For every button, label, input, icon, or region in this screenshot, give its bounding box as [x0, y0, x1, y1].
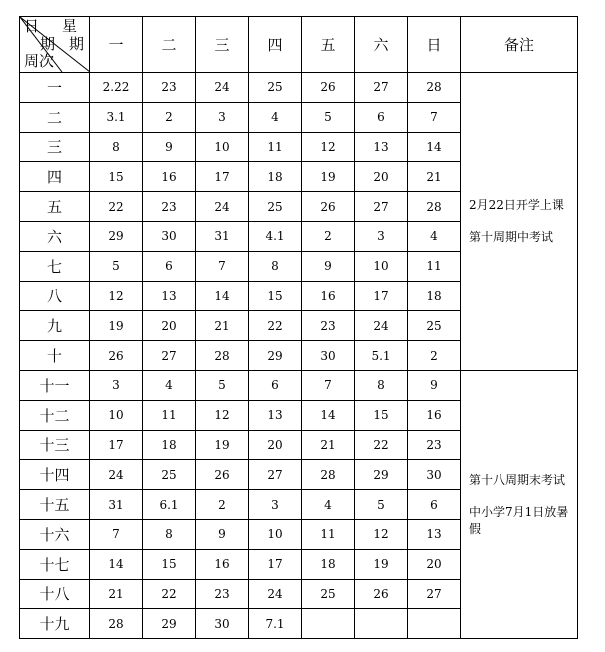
- date-cell: 26: [90, 341, 143, 371]
- date-cell: [355, 609, 408, 639]
- day-header-mon: 一: [90, 17, 143, 73]
- week-label: 六: [20, 221, 90, 251]
- date-cell: 17: [249, 549, 302, 579]
- date-cell: 8: [249, 251, 302, 281]
- date-cell: 17: [196, 162, 249, 192]
- date-cell: 25: [302, 579, 355, 609]
- date-cell: 22: [249, 311, 302, 341]
- corner-zhouci: 周次: [24, 52, 55, 70]
- date-cell: 2: [143, 102, 196, 132]
- week-label: 十四: [20, 460, 90, 490]
- date-cell: 2: [302, 221, 355, 251]
- date-cell: 29: [249, 341, 302, 371]
- day-header-wed: 三: [196, 17, 249, 73]
- week-label: 十九: [20, 609, 90, 639]
- date-cell: 16: [143, 162, 196, 192]
- date-cell: 22: [355, 430, 408, 460]
- date-cell: 20: [355, 162, 408, 192]
- date-cell: 4: [408, 221, 461, 251]
- week-label: 九: [20, 311, 90, 341]
- date-cell: 12: [196, 400, 249, 430]
- date-cell: 14: [408, 132, 461, 162]
- date-cell: 3: [196, 102, 249, 132]
- date-cell: 19: [355, 549, 408, 579]
- date-cell: 23: [408, 430, 461, 460]
- week-label: 十: [20, 341, 90, 371]
- date-cell: 20: [143, 311, 196, 341]
- date-cell: 25: [249, 192, 302, 222]
- date-cell: 5: [355, 490, 408, 520]
- header-row: [20, 17, 578, 73]
- date-cell: 25: [143, 460, 196, 490]
- date-cell: 3: [355, 221, 408, 251]
- date-cell: 21: [196, 311, 249, 341]
- date-cell: 24: [196, 73, 249, 103]
- date-cell: 10: [355, 251, 408, 281]
- date-cell: 5.1: [355, 341, 408, 371]
- date-cell: 9: [196, 519, 249, 549]
- date-cell: 19: [196, 430, 249, 460]
- date-cell: 9: [408, 370, 461, 400]
- date-cell: 26: [302, 192, 355, 222]
- week-label: 十五: [20, 490, 90, 520]
- date-cell: 16: [408, 400, 461, 430]
- date-cell: 11: [302, 519, 355, 549]
- date-cell: 21: [302, 430, 355, 460]
- remark-text: 第十八周期末考试: [469, 473, 566, 488]
- date-cell: 18: [302, 549, 355, 579]
- date-cell: 31: [196, 221, 249, 251]
- date-cell: 7: [408, 102, 461, 132]
- date-cell: 9: [302, 251, 355, 281]
- week-label: 八: [20, 281, 90, 311]
- date-cell: 25: [249, 73, 302, 103]
- date-cell: 14: [196, 281, 249, 311]
- date-cell: 30: [302, 341, 355, 371]
- date-cell: 19: [90, 311, 143, 341]
- date-cell: 23: [196, 579, 249, 609]
- date-cell: 28: [196, 341, 249, 371]
- school-calendar-table: [19, 16, 578, 639]
- date-cell: 27: [143, 341, 196, 371]
- date-cell: 23: [302, 311, 355, 341]
- date-cell: 26: [302, 73, 355, 103]
- date-cell: 6.1: [143, 490, 196, 520]
- remark-text: 第十周期中考试: [469, 230, 554, 245]
- date-cell: 22: [143, 579, 196, 609]
- date-cell: 28: [408, 192, 461, 222]
- date-cell: 7.1: [249, 609, 302, 639]
- date-cell: 30: [408, 460, 461, 490]
- date-cell: 12: [355, 519, 408, 549]
- date-cell: 11: [143, 400, 196, 430]
- date-cell: 26: [196, 460, 249, 490]
- date-cell: 21: [408, 162, 461, 192]
- week-label: 三: [20, 132, 90, 162]
- date-cell: 18: [143, 430, 196, 460]
- date-cell: 5: [302, 102, 355, 132]
- date-cell: 30: [196, 609, 249, 639]
- date-cell: 13: [249, 400, 302, 430]
- date-cell: 15: [143, 549, 196, 579]
- date-cell: 13: [408, 519, 461, 549]
- week-label: 四: [20, 162, 90, 192]
- week-label: 五: [20, 192, 90, 222]
- date-cell: 20: [408, 549, 461, 579]
- date-cell: 8: [143, 519, 196, 549]
- date-cell: 17: [355, 281, 408, 311]
- date-cell: 31: [90, 490, 143, 520]
- date-cell: 14: [90, 549, 143, 579]
- date-cell: 23: [143, 73, 196, 103]
- date-cell: 27: [355, 73, 408, 103]
- week-label: 十一: [20, 370, 90, 400]
- date-cell: 22: [90, 192, 143, 222]
- date-cell: 28: [302, 460, 355, 490]
- date-cell: 17: [90, 430, 143, 460]
- corner-xing: 星: [62, 17, 78, 35]
- week-label: 七: [20, 251, 90, 281]
- date-cell: 10: [249, 519, 302, 549]
- date-cell: 4.1: [249, 221, 302, 251]
- date-cell: 28: [408, 73, 461, 103]
- day-header-sat: 六: [355, 17, 408, 73]
- day-header-tue: 二: [143, 17, 196, 73]
- date-cell: 28: [90, 609, 143, 639]
- date-cell: 24: [90, 460, 143, 490]
- day-header-thu: 四: [249, 17, 302, 73]
- date-cell: 29: [143, 609, 196, 639]
- day-header-sun: 日: [408, 17, 461, 73]
- date-cell: 20: [249, 430, 302, 460]
- date-cell: [408, 609, 461, 639]
- date-cell: 24: [249, 579, 302, 609]
- date-cell: 6: [249, 370, 302, 400]
- date-cell: 7: [302, 370, 355, 400]
- date-cell: 3: [249, 490, 302, 520]
- date-cell: 10: [196, 132, 249, 162]
- date-cell: 2: [196, 490, 249, 520]
- date-cell: 4: [302, 490, 355, 520]
- date-cell: 19: [302, 162, 355, 192]
- date-cell: 18: [249, 162, 302, 192]
- date-cell: 9: [143, 132, 196, 162]
- date-cell: 21: [90, 579, 143, 609]
- day-header-fri: 五: [302, 17, 355, 73]
- week-label: 十八: [20, 579, 90, 609]
- date-cell: 24: [355, 311, 408, 341]
- date-cell: 12: [90, 281, 143, 311]
- date-cell: 16: [302, 281, 355, 311]
- date-cell: 26: [355, 579, 408, 609]
- date-cell: 25: [408, 311, 461, 341]
- week-row: [20, 370, 578, 400]
- date-cell: 29: [90, 221, 143, 251]
- date-cell: 27: [408, 579, 461, 609]
- week-label: 十七: [20, 549, 90, 579]
- date-cell: 15: [90, 162, 143, 192]
- date-cell: 27: [355, 192, 408, 222]
- date-cell: 8: [90, 132, 143, 162]
- date-cell: 4: [249, 102, 302, 132]
- remark-cell: [461, 73, 578, 371]
- date-cell: 2: [408, 341, 461, 371]
- date-cell: 5: [196, 370, 249, 400]
- date-cell: 11: [249, 132, 302, 162]
- date-cell: 7: [196, 251, 249, 281]
- corner-header-cell: [20, 17, 90, 73]
- date-cell: 10: [90, 400, 143, 430]
- calendar-body: [20, 73, 578, 639]
- date-cell: 29: [355, 460, 408, 490]
- date-cell: 5: [90, 251, 143, 281]
- date-cell: 13: [143, 281, 196, 311]
- remark-header: 备注: [461, 17, 578, 73]
- corner-qi-left: 期: [40, 35, 56, 53]
- corner-qi-right: 期: [69, 35, 85, 53]
- date-cell: 6: [408, 490, 461, 520]
- week-label: 一: [20, 73, 90, 103]
- date-cell: 15: [249, 281, 302, 311]
- date-cell: 18: [408, 281, 461, 311]
- week-row: [20, 73, 578, 103]
- remark-text: 2月22日开学上课: [469, 198, 564, 213]
- date-cell: 24: [196, 192, 249, 222]
- date-cell: 23: [143, 192, 196, 222]
- week-label: 十二: [20, 400, 90, 430]
- date-cell: 4: [143, 370, 196, 400]
- date-cell: 3: [90, 370, 143, 400]
- week-label: 十三: [20, 430, 90, 460]
- date-cell: 16: [196, 549, 249, 579]
- week-label: 二: [20, 102, 90, 132]
- date-cell: 30: [143, 221, 196, 251]
- date-cell: 7: [90, 519, 143, 549]
- date-cell: [302, 609, 355, 639]
- date-cell: 27: [249, 460, 302, 490]
- remark-text: 中小学7月1日放暑假: [469, 505, 569, 536]
- date-cell: 13: [355, 132, 408, 162]
- week-label: 十六: [20, 519, 90, 549]
- date-cell: 2.22: [90, 73, 143, 103]
- date-cell: 11: [408, 251, 461, 281]
- corner-ri: 日: [24, 17, 40, 35]
- remark-cell: [461, 370, 578, 638]
- date-cell: 8: [355, 370, 408, 400]
- date-cell: 12: [302, 132, 355, 162]
- date-cell: 15: [355, 400, 408, 430]
- date-cell: 6: [143, 251, 196, 281]
- date-cell: 3.1: [90, 102, 143, 132]
- date-cell: 6: [355, 102, 408, 132]
- date-cell: 14: [302, 400, 355, 430]
